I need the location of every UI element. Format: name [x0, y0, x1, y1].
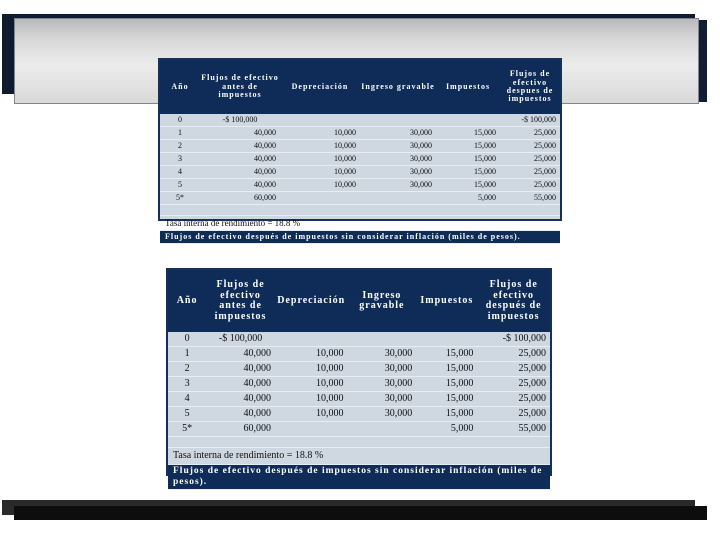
table-cell [280, 192, 360, 205]
table-cell: 10,000 [280, 140, 360, 153]
table-cell: 0 [160, 114, 200, 127]
table-row [160, 127, 560, 140]
table-cell: 40,000 [206, 362, 275, 377]
table-cell: 40,000 [200, 127, 280, 140]
table-cell: 3 [168, 377, 206, 392]
table-cell: 25,000 [500, 179, 560, 192]
table-cell: 25,000 [477, 377, 550, 392]
table-cell: 55,000 [477, 422, 550, 437]
table-cell: 1 [168, 347, 206, 362]
table-cell: 10,000 [275, 407, 348, 422]
table-cell: 5* [168, 422, 206, 437]
table-cell [348, 422, 417, 437]
table-row [160, 179, 560, 192]
table-row [168, 347, 550, 362]
table-cell [348, 332, 417, 347]
table-cell: 30,000 [348, 347, 417, 362]
table-cell: 1 [160, 127, 200, 140]
table-cell: 15,000 [436, 166, 500, 179]
table-cell: 55,000 [500, 192, 560, 205]
table-cell: 40,000 [206, 392, 275, 407]
table-cell: 30,000 [348, 362, 417, 377]
cash-flow-table-2 [166, 268, 552, 487]
irr-row [160, 216, 560, 231]
table-cell: -$ 100,000 [500, 114, 560, 127]
table-cell: 30,000 [348, 392, 417, 407]
column-header: Depreciación [280, 60, 360, 114]
table-cell: 10,000 [280, 153, 360, 166]
table-cell [280, 114, 360, 127]
table-row [168, 362, 550, 377]
table-row [160, 140, 560, 153]
table-row [168, 422, 550, 437]
table-cell [275, 332, 348, 347]
table-cell [416, 332, 477, 347]
table-cell: 15,000 [416, 362, 477, 377]
table-cell: -$ 100,000 [477, 332, 550, 347]
table-header-row [160, 60, 560, 114]
column-header: Impuestos [436, 60, 500, 114]
table-cell: 2 [168, 362, 206, 377]
table-cell: 30,000 [360, 140, 436, 153]
table-cell: 10,000 [280, 179, 360, 192]
caption-row [160, 231, 560, 244]
table-cell [275, 422, 348, 437]
table-cell: 30,000 [348, 407, 417, 422]
table-cell: 15,000 [416, 377, 477, 392]
table-cell: 10,000 [280, 127, 360, 140]
table-cell: 10,000 [275, 362, 348, 377]
table-cell [360, 192, 436, 205]
table-cell: 40,000 [200, 179, 280, 192]
table-cell: 40,000 [200, 153, 280, 166]
table-cell: -$ 100,000 [200, 114, 280, 127]
column-header: Año [160, 60, 200, 114]
table-cell: 60,000 [206, 422, 275, 437]
table-cell [436, 114, 500, 127]
table-cell: 5,000 [416, 422, 477, 437]
table-cell: 2 [160, 140, 200, 153]
table-cell: 15,000 [436, 127, 500, 140]
table-cell: 15,000 [416, 392, 477, 407]
table-cell: 25,000 [500, 140, 560, 153]
table-header-row [168, 270, 550, 332]
spacer-row [160, 205, 560, 216]
column-header: Ingreso gravable [348, 270, 417, 332]
irr-text: Tasa interna de rendimiento = 18.8 % [168, 448, 550, 465]
table-cell: 4 [160, 166, 200, 179]
column-header: Año [168, 270, 206, 332]
spacer-row [168, 437, 550, 448]
table-cell: 60,000 [200, 192, 280, 205]
irr-row [168, 448, 550, 465]
table-row [160, 166, 560, 179]
column-header: Impuestos [416, 270, 477, 332]
column-header: Ingreso gravable [360, 60, 436, 114]
table-cell: 30,000 [360, 166, 436, 179]
table-row [160, 153, 560, 166]
table-cell: 40,000 [200, 166, 280, 179]
table-cell: 25,000 [500, 153, 560, 166]
column-header: Flujos de efectivo antes de impuestos [200, 60, 280, 114]
table-cell: 25,000 [477, 347, 550, 362]
table-cell: 5 [160, 179, 200, 192]
table-caption: Flujos de efectivo después de impuestos sin considerar inflación (miles de pesos). [168, 465, 550, 490]
column-header: Depreciación [275, 270, 348, 332]
table-cell: 4 [168, 392, 206, 407]
spacer-cell [160, 205, 560, 216]
table-row [168, 392, 550, 407]
cash-flow-table [168, 270, 550, 490]
irr-text: Tasa interna de rendimiento = 18.8 % [160, 216, 560, 231]
table-cell [360, 114, 436, 127]
table-row [168, 407, 550, 422]
footer-bar [14, 506, 707, 520]
table-cell: 25,000 [500, 127, 560, 140]
table-cell: 15,000 [436, 179, 500, 192]
column-header: Flujos de efectivo antes de impuestos [206, 270, 275, 332]
table-cell: 25,000 [477, 392, 550, 407]
table-row [168, 332, 550, 347]
table-cell: 25,000 [477, 407, 550, 422]
table-cell: 10,000 [275, 347, 348, 362]
table-cell: 15,000 [436, 153, 500, 166]
table-row [160, 192, 560, 205]
table-cell: 30,000 [348, 377, 417, 392]
table-cell: 5,000 [436, 192, 500, 205]
table-caption: Flujos de efectivo después de impuestos sin considerar inflación (miles de pesos). [160, 231, 560, 244]
cash-flow-table-1 [158, 58, 562, 242]
table-cell: 10,000 [280, 166, 360, 179]
table-cell: 5* [160, 192, 200, 205]
table-cell: 30,000 [360, 153, 436, 166]
table-cell: 40,000 [206, 407, 275, 422]
table-row [160, 114, 560, 127]
table-cell: 30,000 [360, 127, 436, 140]
column-header: Flujos de efectivo despues de impuestos [500, 60, 560, 114]
table-cell: 10,000 [275, 377, 348, 392]
caption-row [168, 465, 550, 490]
table-cell: 3 [160, 153, 200, 166]
table-cell: 25,000 [500, 166, 560, 179]
cash-flow-table [160, 60, 560, 244]
table-cell: 10,000 [275, 392, 348, 407]
table-cell: 40,000 [206, 377, 275, 392]
table-cell: 0 [168, 332, 206, 347]
table-cell: 5 [168, 407, 206, 422]
table-cell: 15,000 [416, 407, 477, 422]
table-cell: 25,000 [477, 362, 550, 377]
table-cell: 40,000 [200, 140, 280, 153]
table-cell: 40,000 [206, 347, 275, 362]
table-cell: 15,000 [436, 140, 500, 153]
table-cell: 15,000 [416, 347, 477, 362]
table-cell: -$ 100,000 [206, 332, 275, 347]
table-row [168, 377, 550, 392]
table-cell: 30,000 [360, 179, 436, 192]
column-header: Flujos de efectivo después de impuestos [477, 270, 550, 332]
spacer-cell [168, 437, 550, 448]
